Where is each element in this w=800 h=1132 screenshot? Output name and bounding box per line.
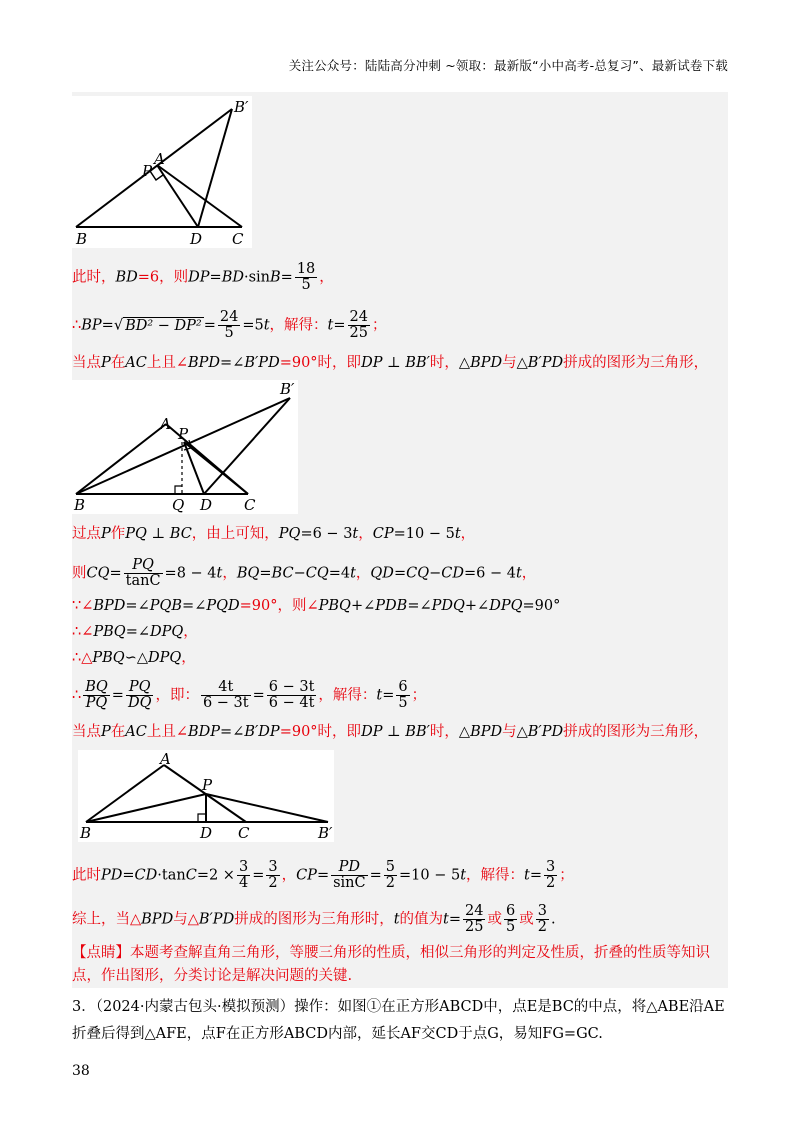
fig1-label-bprime: B′ <box>234 98 249 116</box>
fig3-label-d: D <box>200 824 213 842</box>
fig1-label-p: P <box>142 162 153 180</box>
solution-line-4: 过点P作PQ ⊥ BC，由上可知，PQ=6 − 3t，CP=10 − 5t， <box>72 526 476 542</box>
figure-3 <box>78 750 334 842</box>
fig3-label-bprime: B′ <box>318 824 333 842</box>
fig1-label-c: C <box>232 230 244 248</box>
figure-2-svg <box>72 380 298 514</box>
solution-line-6: ∵∠BPD=∠PQB=∠PQD=90°，则∠PBQ+∠PDB=∠PDQ+∠DPQ=90° <box>72 598 561 614</box>
solution-line-12: 综上，当△BPD与△B′PD拼成的图形为三角形时，t的值为t= $\frac{24}{25}$ 或 $\frac{6}{5}$ 或 $\frac{3}{2}$ . <box>72 903 556 935</box>
solution-line-11: 此时PD=CD·tanC=2 × $\frac{3}{4}$ = $\frac{3}{2}$ ，CP= $\frac{PD}{\sin C}$ = $\frac{5}{2}$ =10 − 5t，解得：t= $\frac{3}{2}$ ； <box>72 859 574 891</box>
solution-line-3: 当点P在AC上且∠BPD=∠B′PD=90°时，即DP ⊥ BB′时，△BPD与△B′PD拼成的图形为三角形， <box>72 355 709 371</box>
fig2-label-bprime: B′ <box>280 380 295 398</box>
solution-line-5: 则CQ= $\frac{PQ}{\tan C}$ =8 − 4t，BQ=BC−CQ=4t，QD=CQ−CD=6 − 4t， <box>72 557 537 589</box>
fig2-label-q: Q <box>172 496 185 514</box>
figure-3-svg <box>78 750 334 842</box>
page-header: 关注公众号：陆陆高分冲刺 ~领取：最新版“小中高考-总复习”、最新试卷下载 <box>288 58 728 73</box>
fig3-label-c: C <box>238 824 250 842</box>
problem-3-text: 3．（2024·内蒙古包头·模拟预测）操作：如图①在正方形ABCD中，点E是BC的中点，将△ABE沿AE折叠后得到△AFE，点F在正方形ABCD内部，延长AF交CD于点G，易知FG=GC. <box>72 999 725 1042</box>
fig2-label-a: A <box>160 415 171 433</box>
fig1-label-b: B <box>76 230 88 248</box>
solution-line-10: 当点P在AC上且∠BDP=∠B′DP=90°时，即DP ⊥ BB′时，△BPD与△B′PD拼成的图形为三角形， <box>72 724 709 740</box>
fig2-label-d: D <box>200 496 213 514</box>
fig2-label-b: B <box>74 496 86 514</box>
fig3-label-a: A <box>160 750 171 768</box>
figure-1-svg <box>72 96 252 248</box>
solution-line-2: ∴BP=√ BD² − DP² = $\frac{24}{5}$ =5t，解得：t= $\frac{24}{25}$ ； <box>72 309 387 341</box>
fig2-label-p: P <box>178 425 189 443</box>
solution-line-9: ∴ $\frac{BQ}{PQ}$ = $\frac{PQ}{DQ}$ ，即： $\frac{4t}{6 - 3t}$ = $\frac{6 - 3t}{6 - 4t}$ ，解得：t= $\frac{6}{5}$ ； <box>72 679 427 711</box>
fig1-label-d: D <box>190 230 203 248</box>
fig3-label-b: B <box>80 824 92 842</box>
solution-line-1: 此时，BD=6，则DP=BD·sinB= $\frac{18}{5}$ ， <box>72 261 334 293</box>
fig2-label-c: C <box>244 496 256 514</box>
solution-line-8: ∴△PBQ∽△DPQ， <box>72 650 196 666</box>
figure-2 <box>72 380 298 514</box>
fig3-label-p: P <box>202 776 213 794</box>
figure-1 <box>72 96 252 248</box>
page-number: 38 <box>72 1063 90 1079</box>
key-point-note: 【点睛】本题考查解直角三角形，等腰三角形的性质，相似三角形的判定及性质，折叠的性质等知识点，作出图形，分类讨论是解决问题的关键. <box>72 945 710 984</box>
solution-line-7: ∴∠PBQ=∠DPQ， <box>72 624 198 640</box>
fig1-label-a: A <box>154 150 165 168</box>
